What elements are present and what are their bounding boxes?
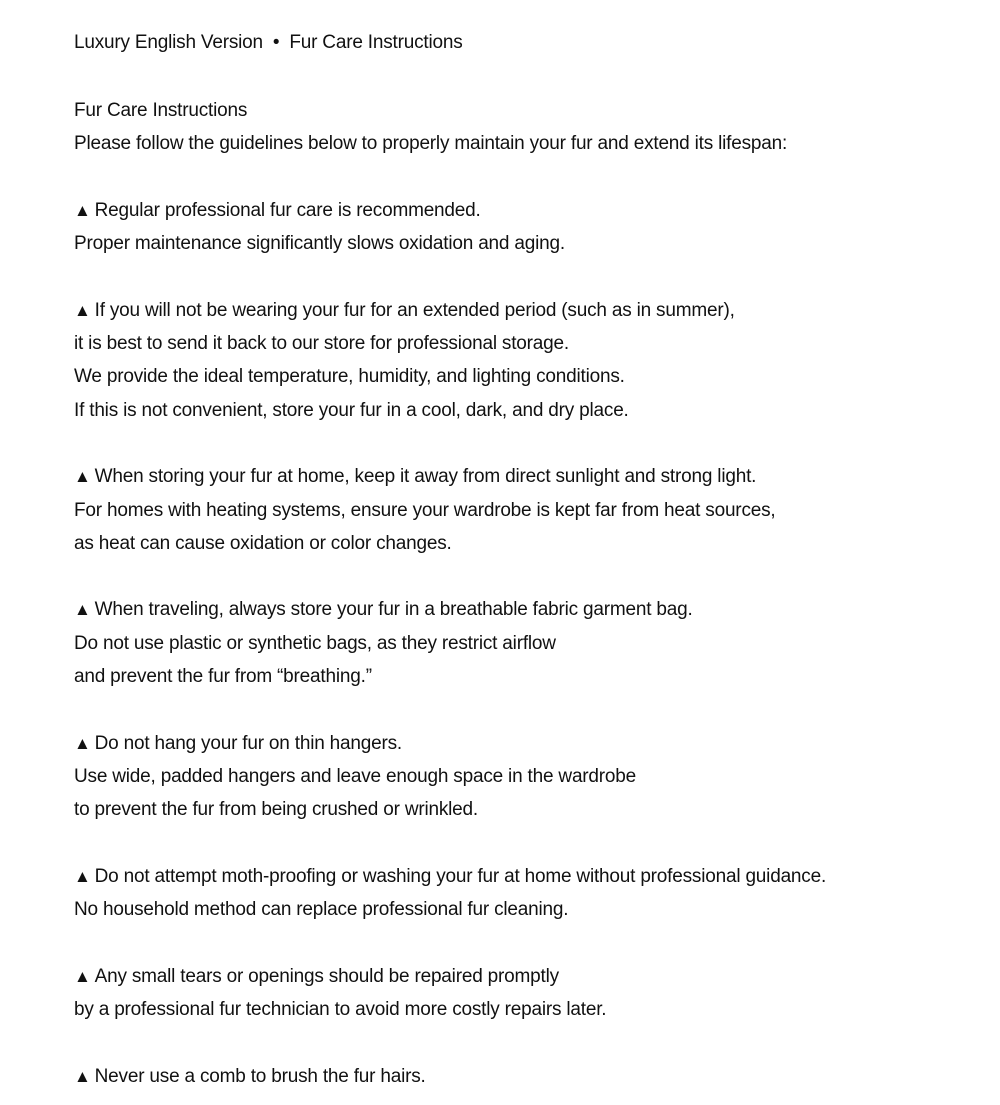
instruction-text: it is best to send it back to our store for professional storage. (74, 333, 569, 355)
instruction-line (74, 993, 1000, 1026)
instruction-bullet-line (74, 194, 1000, 227)
instruction-line (74, 494, 1000, 527)
instruction-line (74, 627, 1000, 660)
triangle-bullet-icon: ▲ (74, 300, 91, 320)
instruction-section (74, 194, 1000, 261)
instruction-section (74, 960, 1000, 1027)
instruction-text: Do not attempt moth-proofing or washing your fur at home without professional guidance. (94, 865, 827, 887)
instruction-section (74, 727, 1000, 827)
instruction-bullet-line (74, 593, 1000, 626)
instruction-line (74, 660, 1000, 693)
version-label: Luxury English Version (74, 32, 263, 53)
instruction-text: If you will not be wearing your fur for an extended period (such as in summer), (94, 299, 735, 321)
triangle-bullet-icon: ▲ (74, 467, 91, 487)
instruction-line (74, 327, 1000, 360)
instruction-line (74, 527, 1000, 560)
instruction-text: Regular professional fur care is recommended. (94, 199, 481, 221)
instruction-text: We provide the ideal temperature, humidity, and lighting conditions. (74, 366, 625, 388)
instruction-section (74, 460, 1000, 560)
section-gap (74, 1026, 1000, 1059)
instruction-text: If this is not convenient, store your fur in a cool, dark, and dry place. (74, 399, 629, 421)
instruction-bullet-line (74, 960, 1000, 993)
instruction-text: as heat can cause oxidation or color changes. (74, 532, 452, 554)
instruction-section (74, 294, 1000, 427)
triangle-bullet-icon: ▲ (74, 966, 91, 986)
instruction-text: Do not hang your fur on thin hangers. (94, 732, 403, 754)
instruction-text: by a professional fur technician to avoid more costly repairs later. (74, 999, 607, 1021)
instruction-text: to prevent the fur from being crushed or wrinkled. (74, 799, 478, 821)
section-gap (74, 827, 1000, 860)
instruction-text: Use wide, padded hangers and leave enough space in the wardrobe (74, 765, 637, 787)
instruction-bullet-line (74, 727, 1000, 760)
triangle-bullet-icon: ▲ (74, 600, 91, 620)
instruction-text: Never use a comb to brush the fur hairs. (94, 1065, 426, 1087)
instruction-section (74, 593, 1000, 693)
triangle-bullet-icon: ▲ (74, 200, 91, 220)
instruction-section (74, 1060, 1000, 1093)
intro-text: Please follow the guidelines below to properly maintain your fur and extend its lifespan: (74, 133, 788, 155)
triangle-bullet-icon: ▲ (74, 866, 91, 886)
separator-dot: • (272, 32, 280, 53)
instruction-section (74, 860, 1000, 927)
instruction-text: When storing your fur at home, keep it away from direct sunlight and strong light. (94, 466, 757, 488)
intro-heading: Fur Care Instructions (74, 100, 248, 121)
section-gap (74, 161, 1000, 194)
instruction-text: Proper maintenance significantly slows oxidation and aging. (74, 233, 565, 255)
instruction-line (74, 227, 1000, 260)
instruction-line (74, 394, 1000, 427)
instruction-text: No household method can replace professional fur cleaning. (74, 899, 569, 921)
instruction-line (74, 893, 1000, 926)
instruction-text: and prevent the fur from “breathing.” (74, 666, 372, 688)
section-gap (74, 427, 1000, 460)
triangle-bullet-icon: ▲ (74, 733, 91, 753)
instruction-text: Do not use plastic or synthetic bags, as they restrict airflow (74, 632, 556, 654)
document-header (74, 29, 1000, 57)
instruction-line (74, 360, 1000, 393)
instruction-line (74, 793, 1000, 826)
instruction-bullet-line (74, 460, 1000, 493)
instruction-text: When traveling, always store your fur in a breathable fabric garment bag. (94, 599, 693, 621)
instruction-line (74, 760, 1000, 793)
instruction-bullet-line (74, 294, 1000, 327)
section-gap (74, 693, 1000, 726)
section-gap (74, 926, 1000, 959)
instruction-bullet-line (74, 1060, 1000, 1093)
instruction-text: For homes with heating systems, ensure your wardrobe is kept far from heat sources, (74, 499, 776, 521)
instruction-bullet-line (74, 860, 1000, 893)
triangle-bullet-icon: ▲ (74, 1066, 91, 1086)
section-gap (74, 560, 1000, 593)
header-title: Fur Care Instructions (289, 32, 463, 53)
instruction-text: Any small tears or openings should be repaired promptly (94, 965, 559, 987)
section-gap (74, 260, 1000, 293)
instruction-sections (74, 161, 1000, 1093)
